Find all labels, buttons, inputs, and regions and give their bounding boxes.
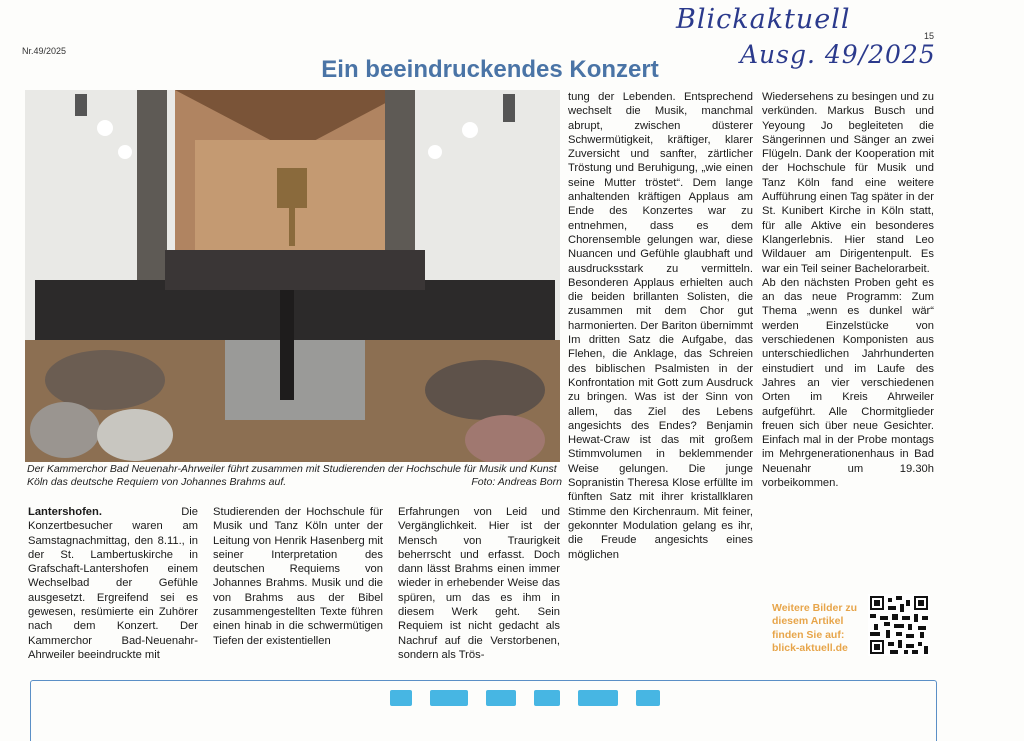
article-column-3: Erfahrungen von Leid und Vergänglichkeit. Hier ist der Mensch von Traurigkeit beherrscht und erfasst. Doch dann lässt Brahms einen immer wieder in erhebender Weise das spüren, um das es ihm in diesem Werk geht. Sein Requiem ist nicht gedacht als Nachruf auf die Verstorbenen, sondern als Trös-	[398, 506, 560, 661]
article-text-col5a: Wiedersehens zu besingen und zu verkünden. Markus Busch und Yeyoung Jo begleiteten die Sängerinnen und Sänger an zwei Flügeln. Dank der Kooperation mit der Hochschule für Musik und Tanz Köln fand eine weitere Aufführung einen Tag später in der St. Kunibert Kirche in Köln statt, für alle Aktive ein besonderes Klangerlebnis. Hier stand Leo Wildauer am Dirigentenpult. Es war ein Teil seiner Bachelorarbeit.	[762, 91, 934, 275]
photo-caption	[27, 463, 562, 489]
caption-text: Der Kammerchor Bad Neuenahr-Ahrweiler führt zusammen mit Studierenden der Hochschule für Musik und Kunst Köln das deutsche Requiem von Johannes Brahms auf.	[27, 463, 557, 488]
photo-credit: Foto: Andreas Born	[471, 476, 562, 488]
issue-number: Nr.49/2025	[22, 46, 67, 56]
article-column-2: Studierenden der Hochschule für Musik und Tanz Köln unter der Leitung von Henrik Hasenberg mit seiner Interpretation des deutschen Requiems von Johannes Brahms. Musik und die von Brahms aus der Bibel zusammengestellten Texte führen einen hinab in die schwermütigen Tiefen der existentiellen	[213, 506, 383, 647]
article-lead: Lantershofen.	[28, 506, 102, 518]
article-text-col1: Die Konzertbesucher waren am Samstagnachmittag, den 8.11., in der St. Lambertuskirche in Grafschaft-Lantershofen einem Wechselbad der Gefühle ausgesetzt. Ergreifend sei es gewesen, resümierte ein Zuhörer nach dem Konzert. Der Kammerchor Bad-Neuenahr-Ahrweiler beeindruckte mit	[28, 506, 198, 661]
advertisement-partial-text	[390, 690, 710, 710]
qr-code-icon[interactable]	[868, 594, 930, 656]
article-column-1	[28, 505, 198, 662]
page-number: 15	[924, 31, 935, 41]
more-pictures-promo[interactable]: Weitere Bilder zu diesem Artikel finden Sie auf: blick-aktuell.de	[772, 602, 857, 654]
handwritten-issue-note: Ausg. 49/2025	[740, 40, 936, 69]
handwritten-publication: Blickaktuell	[676, 4, 851, 35]
article-text-col5b: Ab den nächsten Proben geht es an das neue Programm: Zum Thema „wenn es dunkel wär“ werden Einzelstücke von verschiedenen Komponisten aus unterschiedlichen Jahrhunderten einstudiert und im Laufe des Jahres an vier verschiedenen Orten im Kreis Ahrweiler aufgeführt. Alle Chormitglieder freuen sich über neue Gesichter. Einfach mal in der Probe montags im Mehrgenerationenhaus in Bad Neuenahr um 19.30h vorbeikommen.	[762, 276, 934, 490]
article-column-5	[762, 90, 934, 490]
article-column-4: tung der Lebenden. Entsprechend wechselt die Musik, manchmal abrupt, zwischen düsterer Schwermütigkeit, kräftiger, klarer Zuversicht und sanfter, zärtlicher Tröstung und Beruhigung, „wie einen seine Mutter tröstet“. Dem lange anhaltenden kräftigen Applaus am Ende des Konzertes war zu entnehmen, dass es dem Chorensemble gelungen war, diese Nuancen und Gefühle glaubhaft und ausdrucksstark zu vermitteln. Besonderen Applaus erhielten auch die beiden brillanten Solisten, die zusammen mit dem Chor gut harmonierten. Der Bariton übernimmt Im dritten Satz die Aufgabe, das Flehen, die Anklage, das Schreien des biblischen Psalmisten in der Konfrontation mit Gott zum Ausdruck zu bringen. Was ist der Sinn von allem, das Ziel des Lebens angesichts des Endes? Benjamin Hewat-Craw ist das mit großem Stimmvolumen in beklemmender Weise gelungen. Die junge Sopranistin Theresa Klose erfüllte im fünften Satz mit ihrer kristallklaren Stimme den Kirchenraum. Mit feiner, gekonnter Modulation gelang es ihr, die Freude angesichts eines möglichen	[568, 91, 753, 561]
choir-photo	[25, 90, 560, 462]
headline: Ein beeindruckendes Konzert	[321, 56, 659, 83]
